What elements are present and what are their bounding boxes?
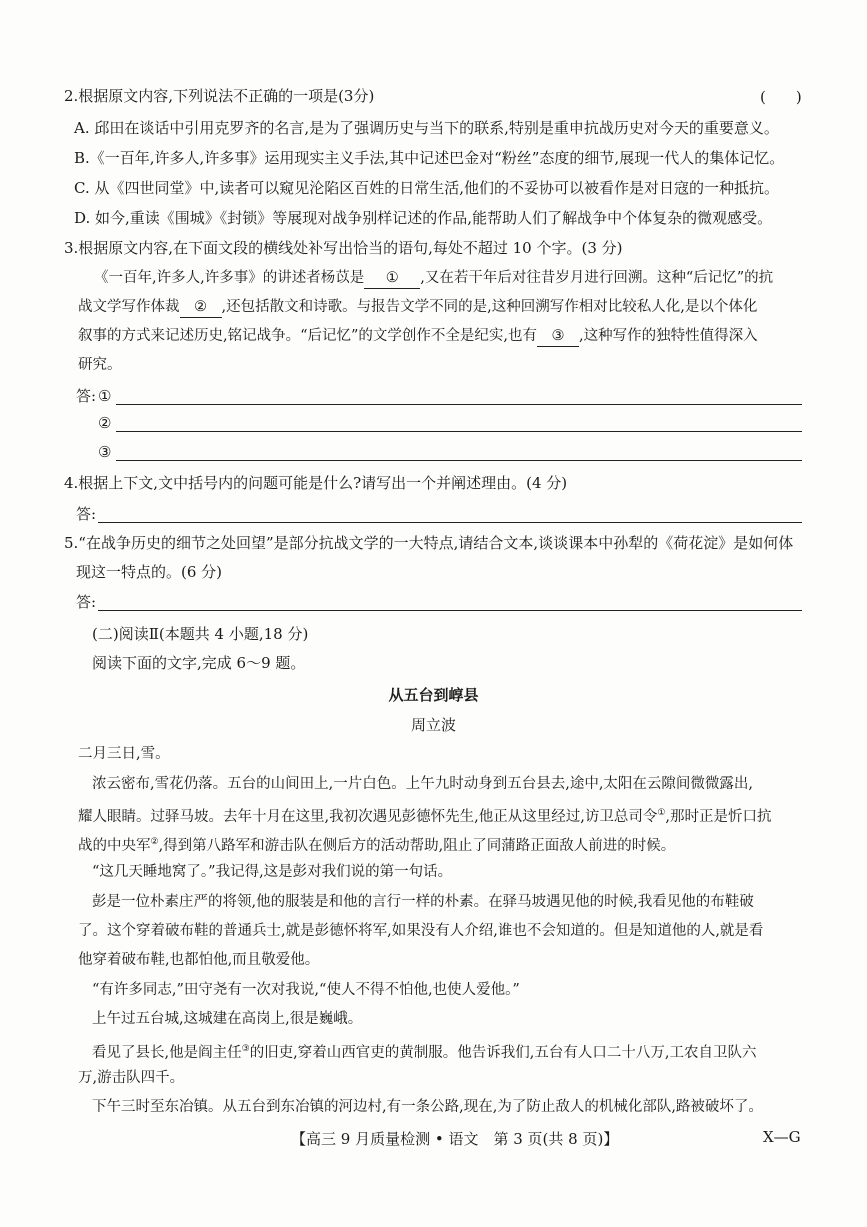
article-paragraph-3-line-1: 彭是一位朴素庄严的将领,他的服装是和他的言行一样的朴素。在驿马坡遇见他的时候,我看见他的布鞋破 [92,894,754,910]
q4-answer-label: 答: [76,505,97,523]
article-date: 二月三日,雪。 [78,746,170,762]
q3-passage-line-1: 《一百年,许多人,许多事》的讲述者杨苡是 ① ,又在若干年后对往昔岁月进行回溯。这种“后记忆”的抗 [94,268,773,289]
q5-answer-row [0,592,867,614]
article-paragraph-3-line-2: 了。这个穿着破布鞋的普通兵士,就是彭德怀将军,如果没有人介绍,谁也不会知道的。但是知道他的人,就是看 [78,923,764,939]
q2-stem: 2.根据原文内容,下列说法不正确的一项是(3分) [64,87,375,105]
section-instruction: 阅读下面的文字,完成 6～9 题。 [92,654,306,672]
article-paragraph-6-line-2: 万,游击队四千。 [78,1070,185,1086]
q3-blank-1[interactable]: ① [364,268,420,289]
q3-answer-mark-1: ① [98,387,112,405]
section-title: (二)阅读Ⅱ(本题共 4 小题,18 分) [92,625,309,643]
article-paragraph-4: “有许多同志,”田守尧有一次对我说,“使人不得不怕他,也使人爱他。” [92,982,520,998]
article-paragraph-1-line-3: 战的中央军②,得到第八路军和游击队在侧后方的活动帮助,阻止了同蒲路正面敌人前进的时候。 [78,837,676,854]
q5-answer-label: 答: [76,593,97,611]
q2-option-b: B.《一百年,许多人,许多事》运用现实主义手法,其中记述巴金对“粉丝”态度的细节,展现一代人的集体记忆。 [74,149,785,167]
article-paragraph-7: 下午三时至东冶镇。从五台到东冶镇的河边村,有一条公路,现在,为了防止敌人的机械化部队,路被破坏了。 [92,1099,763,1115]
q2-answer-bracket: ( ) [760,88,802,106]
article-paragraph-1-line-2: 耀人眼睛。过驿马坡。去年十月在这里,我初次遇见彭德怀先生,他正从这里经过,访卫总司令①,那时正是忻口抗 [78,808,772,825]
footnote-ref-2: ② [150,837,159,847]
article-paragraph-6-line-1: 看见了县长,他是阎主任③的旧吏,穿着山西官吏的黄制服。他告诉我们,五台有人口二十八万,工农自卫队六 [92,1044,757,1061]
q2-option-a: A. 邱田在谈话中引用克罗齐的名言,是为了强调历史与当下的联系,特别是重申抗战历史对今天的重要意义。 [74,119,779,137]
q3-passage-line-3: 叙事的方式来记述历史,铭记战争。“后记忆”的文学创作不全是纪实,也有 ③ ,这种写作的独特性值得深入 [78,326,758,347]
article-title: 从五台到崞县 [388,686,479,704]
q3-answer-line-1[interactable] [116,404,802,405]
q5-stem-line-2: 现这一特点的。(6 分) [76,563,223,581]
q5-answer-line[interactable] [98,610,802,611]
article-paragraph-2: “这几天睡地窝了。”我记得,这是彭对我们说的第一句话。 [92,864,453,880]
q3-answer-line-3[interactable] [116,460,802,461]
q3-answer-mark-3: ③ [98,443,112,461]
article-paragraph-5: 上午过五台城,这城建在高岗上,很是巍峨。 [92,1011,363,1027]
page-footer: 【高三 9 月质量检测 • 语文 第 3 页(共 8 页)】 [291,1130,619,1148]
q4-answer-line[interactable] [98,522,802,523]
article-paragraph-3-line-3: 他穿着破布鞋,也都怕他,而且敬爱他。 [78,952,320,968]
q4-stem: 4.根据上下文,文中括号内的问题可能是什么?请写出一个并阐述理由。(4 分) [64,474,568,492]
footnote-ref-3: ③ [241,1044,250,1054]
article-paragraph-1-line-1: 浓云密布,雪花仍落。五台的山间田上,一片白色。上午九时动身到五台县去,途中,太阳在云隙间微微露出, [92,776,754,792]
q3-passage-line-4: 研究。 [78,357,122,373]
q4-answer-row [0,504,867,526]
q5-stem-line-1: 5.“在战争历史的细节之处回望”是部分抗战文学的一大特点,请结合文本,谈谈课本中孙犁的《荷花淀》是如何体 [64,534,794,552]
q2-option-d: D. 如今,重读《围城》《封锁》等展现对战争别样记述的作品,能帮助人们了解战争中个体复杂的微观感受。 [74,209,773,227]
q3-answer-mark-2: ② [98,414,112,432]
article-author: 周立波 [410,716,456,734]
q3-stem: 3.根据原文内容,在下面文段的横线处补写出恰当的语句,每处不超过 10 个字。(3 分) [64,239,623,257]
q3-answer-row-2 [0,413,867,435]
q3-answer-row-3 [0,442,867,464]
q3-answer-label: 答: [76,387,97,405]
q3-blank-2[interactable]: ② [180,297,222,318]
q3-passage-line-2: 战文学写作体裁 ② ,还包括散文和诗歌。与报告文学不同的是,这种回溯写作相对比较私人化,是以个体化 [78,297,757,318]
q3-blank-3[interactable]: ③ [537,326,579,347]
q2-option-c: C. 从《四世同堂》中,读者可以窥见沦陷区百姓的日常生活,他们的不妥协可以被看作是对日寇的一种抵抗。 [74,179,780,197]
footnote-ref-1: ① [657,808,666,818]
paper-code: X—G [763,1128,801,1146]
q3-answer-row-1 [0,386,867,408]
q3-answer-line-2[interactable] [116,431,802,432]
